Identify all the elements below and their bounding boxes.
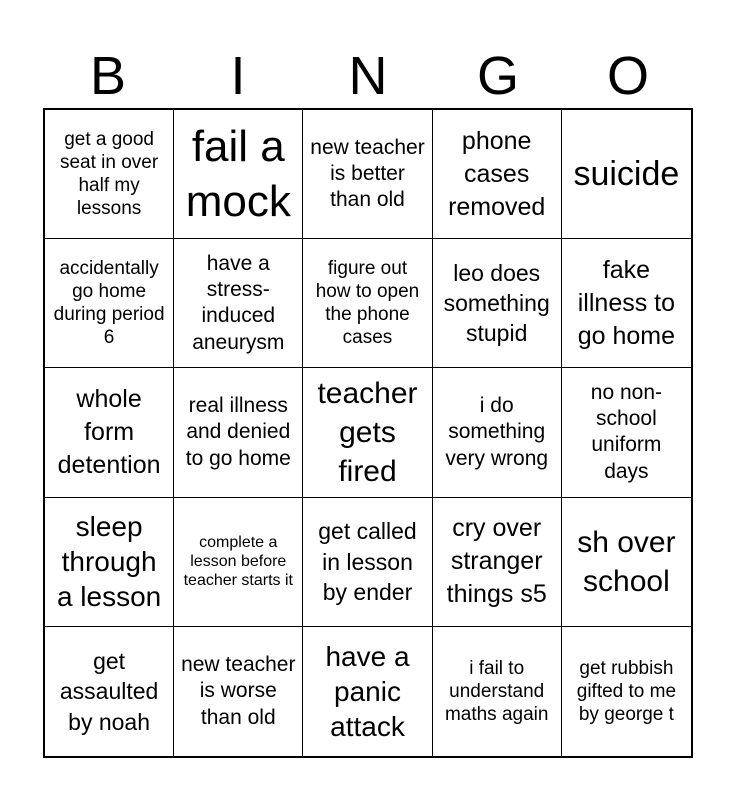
bingo-cell[interactable]: suicide: [562, 110, 691, 239]
bingo-cell[interactable]: teacher gets fired: [303, 368, 432, 497]
bingo-cell[interactable]: i do something very wrong: [433, 368, 562, 497]
bingo-cell[interactable]: get called in lesson by ender: [303, 498, 432, 627]
bingo-cell[interactable]: figure out how to open the phone cases: [303, 239, 432, 368]
bingo-cell[interactable]: fail a mock: [174, 110, 303, 239]
header-letter-b: B: [89, 46, 127, 106]
bingo-cell[interactable]: get rubbish gifted to me by george t: [576, 657, 677, 725]
bingo-cell[interactable]: leo does something stupid: [433, 239, 562, 368]
bingo-cell[interactable]: have a stress-induced aneurysm: [174, 239, 303, 368]
bingo-cell[interactable]: have a panic attack: [303, 627, 432, 756]
bingo-cell[interactable]: new teacher is worse than old: [174, 627, 303, 756]
bingo-board: [43, 108, 693, 758]
bingo-cell[interactable]: i fail to understand maths again: [433, 627, 562, 756]
bingo-cell[interactable]: real illness and denied to go home: [174, 368, 303, 497]
bingo-cell[interactable]: no non-school uniform days: [562, 368, 691, 497]
bingo-cell[interactable]: phone cases removed: [433, 110, 562, 239]
bingo-cell[interactable]: sleep through a lesson: [45, 498, 174, 627]
header-letter-i: I: [230, 46, 246, 106]
bingo-cell[interactable]: sh over school: [562, 498, 691, 627]
bingo-cell[interactable]: whole form detention: [45, 368, 174, 497]
bingo-cell[interactable]: new teacher is better than old: [303, 110, 432, 239]
header-letter-n: N: [348, 46, 388, 106]
bingo-cell[interactable]: accidentally go home during period 6: [45, 239, 174, 368]
bingo-header: [43, 44, 693, 108]
bingo-cell[interactable]: get assaulted by noah: [45, 627, 174, 756]
bingo-cell[interactable]: cry over stranger things s5: [433, 498, 562, 627]
bingo-cell[interactable]: get a good seat in over half my lessons: [45, 110, 174, 239]
bingo-cell[interactable]: complete a lesson before teacher starts it: [174, 498, 303, 627]
header-letter-o: O: [606, 46, 649, 106]
header-letter-g: G: [476, 46, 519, 106]
bingo-cell[interactable]: fake illness to go home: [562, 239, 691, 368]
